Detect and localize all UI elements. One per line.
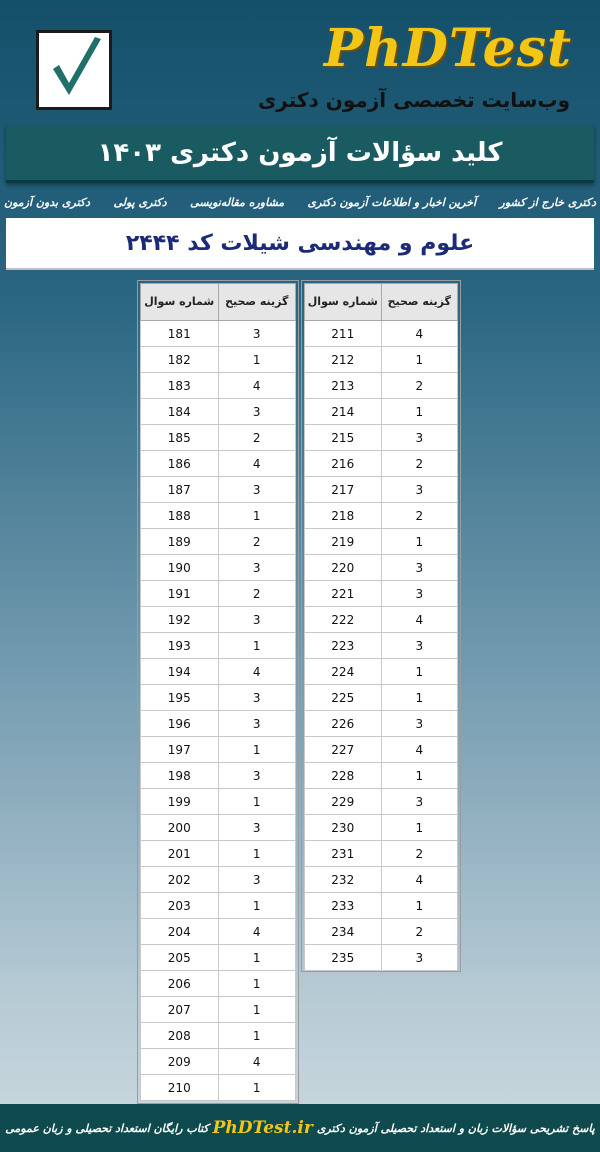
table-row: [141, 919, 296, 945]
correct-answer-cell: 4: [381, 867, 457, 893]
page-title-bar: [6, 126, 594, 183]
table-row: [305, 841, 458, 867]
table-row: [141, 841, 296, 867]
correct-answer-cell: 4: [218, 451, 296, 477]
correct-answer-cell: 2: [381, 373, 457, 399]
table-row: [141, 945, 296, 971]
table-row: [305, 893, 458, 919]
question-number-cell: 214: [305, 399, 382, 425]
checkmark-icon: [39, 33, 109, 107]
question-number-cell: 186: [141, 451, 219, 477]
question-number-cell: 226: [305, 711, 382, 737]
table-row: [141, 399, 296, 425]
table-row: [305, 867, 458, 893]
correct-answer-cell: 3: [381, 581, 457, 607]
correct-answer-cell: 1: [218, 633, 296, 659]
correct-answer-cell: 1: [218, 789, 296, 815]
correct-answer-cell: 1: [381, 893, 457, 919]
question-number-cell: 222: [305, 607, 382, 633]
table-row: [305, 919, 458, 945]
correct-answer-cell: 3: [218, 555, 296, 581]
table-row: [305, 581, 458, 607]
correct-answer-cell: 1: [218, 503, 296, 529]
table-row: [141, 373, 296, 399]
table-row: [141, 763, 296, 789]
question-number-cell: 205: [141, 945, 219, 971]
question-number-cell: 192: [141, 607, 219, 633]
question-number-cell: 228: [305, 763, 382, 789]
table-row: [141, 685, 296, 711]
table-row: [141, 451, 296, 477]
nav-link-exam-free[interactable]: دکتری بدون آزمون: [4, 195, 91, 209]
correct-answer-cell: 1: [381, 347, 457, 373]
nav-link-paid[interactable]: دکتری پولی: [113, 195, 167, 209]
correct-answer-cell: 3: [381, 555, 457, 581]
question-number-cell: 225: [305, 685, 382, 711]
correct-answer-cell: 4: [381, 737, 457, 763]
table-row: [141, 867, 296, 893]
question-number-cell: 210: [141, 1075, 219, 1101]
table-row: [141, 1023, 296, 1049]
table-row: [305, 425, 458, 451]
table-row: [305, 789, 458, 815]
table-row: [305, 503, 458, 529]
question-number-cell: 215: [305, 425, 382, 451]
question-number-cell: 231: [305, 841, 382, 867]
correct-answer-cell: 1: [218, 347, 296, 373]
table-header-row: [305, 284, 458, 321]
question-number-cell: 230: [305, 815, 382, 841]
correct-answer-cell: 1: [381, 763, 457, 789]
question-number-cell: 196: [141, 711, 219, 737]
question-number-cell: 227: [305, 737, 382, 763]
table-row: [305, 399, 458, 425]
question-number-cell: 187: [141, 477, 219, 503]
correct-answer-cell: 1: [218, 1075, 296, 1101]
subject-title: علوم و مهندسی شیلات کد ۲۴۴۴: [125, 230, 475, 256]
table-row: [305, 347, 458, 373]
site-tagline: وب‌سایت تخصصی آزمون دکتری: [257, 88, 570, 112]
correct-answer-cell: 4: [218, 373, 296, 399]
subject-banner: [6, 218, 594, 270]
question-number-cell: 212: [305, 347, 382, 373]
question-number-cell: 235: [305, 945, 382, 971]
table-row: [141, 347, 296, 373]
table-row: [141, 1049, 296, 1075]
table-row: [305, 711, 458, 737]
correct-answer-cell: 4: [218, 919, 296, 945]
answer-key-table-right: [304, 283, 458, 971]
column-header-answer: گزینه صحیح: [218, 284, 296, 321]
question-number-cell: 199: [141, 789, 219, 815]
brand-name[interactable]: PhDTest: [323, 18, 572, 79]
question-number-cell: 190: [141, 555, 219, 581]
correct-answer-cell: 3: [218, 477, 296, 503]
correct-answer-cell: 2: [218, 529, 296, 555]
table-row: [141, 997, 296, 1023]
table-row: [305, 685, 458, 711]
table-row: [305, 659, 458, 685]
column-header-question: شماره سوال: [305, 284, 382, 321]
correct-answer-cell: 2: [381, 841, 457, 867]
question-number-cell: 223: [305, 633, 382, 659]
correct-answer-cell: 3: [381, 425, 457, 451]
table-row: [141, 529, 296, 555]
table-row: [141, 607, 296, 633]
table-row: [141, 789, 296, 815]
correct-answer-cell: 1: [381, 399, 457, 425]
column-header-answer: گزینه صحیح: [381, 284, 457, 321]
correct-answer-cell: 3: [381, 945, 457, 971]
footer-text-start[interactable]: پاسخ تشریحی سؤالات زبان و استعداد تحصیلی آزمون دکتری: [316, 1121, 595, 1135]
column-header-question: شماره سوال: [141, 284, 219, 321]
question-number-cell: 200: [141, 815, 219, 841]
table-row: [305, 633, 458, 659]
question-number-cell: 184: [141, 399, 219, 425]
correct-answer-cell: 1: [381, 815, 457, 841]
answer-key-table-left: [140, 283, 296, 1101]
correct-answer-cell: 3: [381, 789, 457, 815]
question-number-cell: 181: [141, 321, 219, 347]
question-number-cell: 218: [305, 503, 382, 529]
nav-link-article-consulting[interactable]: مشاوره مقاله‌نویسی: [190, 195, 285, 209]
correct-answer-cell: 1: [218, 1023, 296, 1049]
correct-answer-cell: 1: [218, 997, 296, 1023]
table-row: [305, 737, 458, 763]
question-number-cell: 211: [305, 321, 382, 347]
question-number-cell: 193: [141, 633, 219, 659]
correct-answer-cell: 2: [381, 919, 457, 945]
question-number-cell: 233: [305, 893, 382, 919]
question-number-cell: 221: [305, 581, 382, 607]
correct-answer-cell: 1: [381, 659, 457, 685]
question-number-cell: 202: [141, 867, 219, 893]
correct-answer-cell: 3: [218, 607, 296, 633]
question-number-cell: 197: [141, 737, 219, 763]
table-row: [305, 945, 458, 971]
correct-answer-cell: 1: [218, 945, 296, 971]
table-row: [141, 737, 296, 763]
question-number-cell: 194: [141, 659, 219, 685]
correct-answer-cell: 1: [381, 529, 457, 555]
table-header-row: [141, 284, 296, 321]
table-row: [305, 607, 458, 633]
question-number-cell: 203: [141, 893, 219, 919]
question-number-cell: 207: [141, 997, 219, 1023]
table-row: [141, 633, 296, 659]
correct-answer-cell: 2: [381, 503, 457, 529]
correct-answer-cell: 3: [381, 477, 457, 503]
correct-answer-cell: 3: [381, 633, 457, 659]
table-row: [141, 555, 296, 581]
table-row: [305, 815, 458, 841]
question-number-cell: 198: [141, 763, 219, 789]
table-row: [141, 711, 296, 737]
table-row: [141, 581, 296, 607]
question-number-cell: 206: [141, 971, 219, 997]
question-number-cell: 209: [141, 1049, 219, 1075]
correct-answer-cell: 4: [381, 321, 457, 347]
question-number-cell: 232: [305, 867, 382, 893]
question-number-cell: 229: [305, 789, 382, 815]
table-row: [305, 763, 458, 789]
correct-answer-cell: 2: [218, 581, 296, 607]
question-number-cell: 234: [305, 919, 382, 945]
correct-answer-cell: 1: [218, 971, 296, 997]
table-row: [141, 893, 296, 919]
table-row: [141, 815, 296, 841]
table-row: [305, 477, 458, 503]
table-row: [141, 971, 296, 997]
question-number-cell: 183: [141, 373, 219, 399]
page-title: کلید سؤالات آزمون دکتری ۱۴۰۳: [97, 138, 503, 168]
table-row: [141, 659, 296, 685]
table-row: [141, 503, 296, 529]
correct-answer-cell: 1: [381, 685, 457, 711]
question-number-cell: 208: [141, 1023, 219, 1049]
correct-answer-cell: 3: [218, 399, 296, 425]
correct-answer-cell: 3: [381, 711, 457, 737]
correct-answer-cell: 3: [218, 321, 296, 347]
footer-text-end[interactable]: کتاب رایگان استعداد تحصیلی و زبان عمومی: [5, 1121, 209, 1135]
table-row: [141, 321, 296, 347]
question-number-cell: 189: [141, 529, 219, 555]
table-row: [141, 1075, 296, 1101]
correct-answer-cell: 3: [218, 867, 296, 893]
site-logo[interactable]: [36, 30, 112, 110]
correct-answer-cell: 4: [218, 1049, 296, 1075]
table-row: [141, 477, 296, 503]
question-number-cell: 219: [305, 529, 382, 555]
table-row: [141, 425, 296, 451]
question-number-cell: 213: [305, 373, 382, 399]
nav-link-abroad[interactable]: دکتری خارج از کشور: [499, 195, 596, 209]
question-number-cell: 217: [305, 477, 382, 503]
question-number-cell: 224: [305, 659, 382, 685]
correct-answer-cell: 3: [218, 685, 296, 711]
correct-answer-cell: 2: [218, 425, 296, 451]
correct-answer-cell: 1: [218, 841, 296, 867]
correct-answer-cell: 3: [218, 711, 296, 737]
nav-link-latest-news[interactable]: آخرین اخبار و اطلاعات آزمون دکتری: [307, 195, 477, 209]
question-number-cell: 188: [141, 503, 219, 529]
question-number-cell: 182: [141, 347, 219, 373]
question-number-cell: 185: [141, 425, 219, 451]
correct-answer-cell: 4: [218, 659, 296, 685]
table-row: [305, 451, 458, 477]
correct-answer-cell: 1: [218, 893, 296, 919]
correct-answer-cell: 3: [218, 763, 296, 789]
table-row: [305, 373, 458, 399]
question-number-cell: 191: [141, 581, 219, 607]
table-row: [305, 321, 458, 347]
correct-answer-cell: 2: [381, 451, 457, 477]
question-number-cell: 195: [141, 685, 219, 711]
question-number-cell: 216: [305, 451, 382, 477]
top-nav: [4, 190, 596, 214]
correct-answer-cell: 1: [218, 737, 296, 763]
table-row: [305, 529, 458, 555]
footer-bar: [0, 1104, 600, 1152]
question-number-cell: 220: [305, 555, 382, 581]
question-number-cell: 201: [141, 841, 219, 867]
question-number-cell: 204: [141, 919, 219, 945]
footer-brand-link[interactable]: PhDTest.ir: [212, 1118, 313, 1138]
correct-answer-cell: 4: [381, 607, 457, 633]
correct-answer-cell: 3: [218, 815, 296, 841]
table-row: [305, 555, 458, 581]
